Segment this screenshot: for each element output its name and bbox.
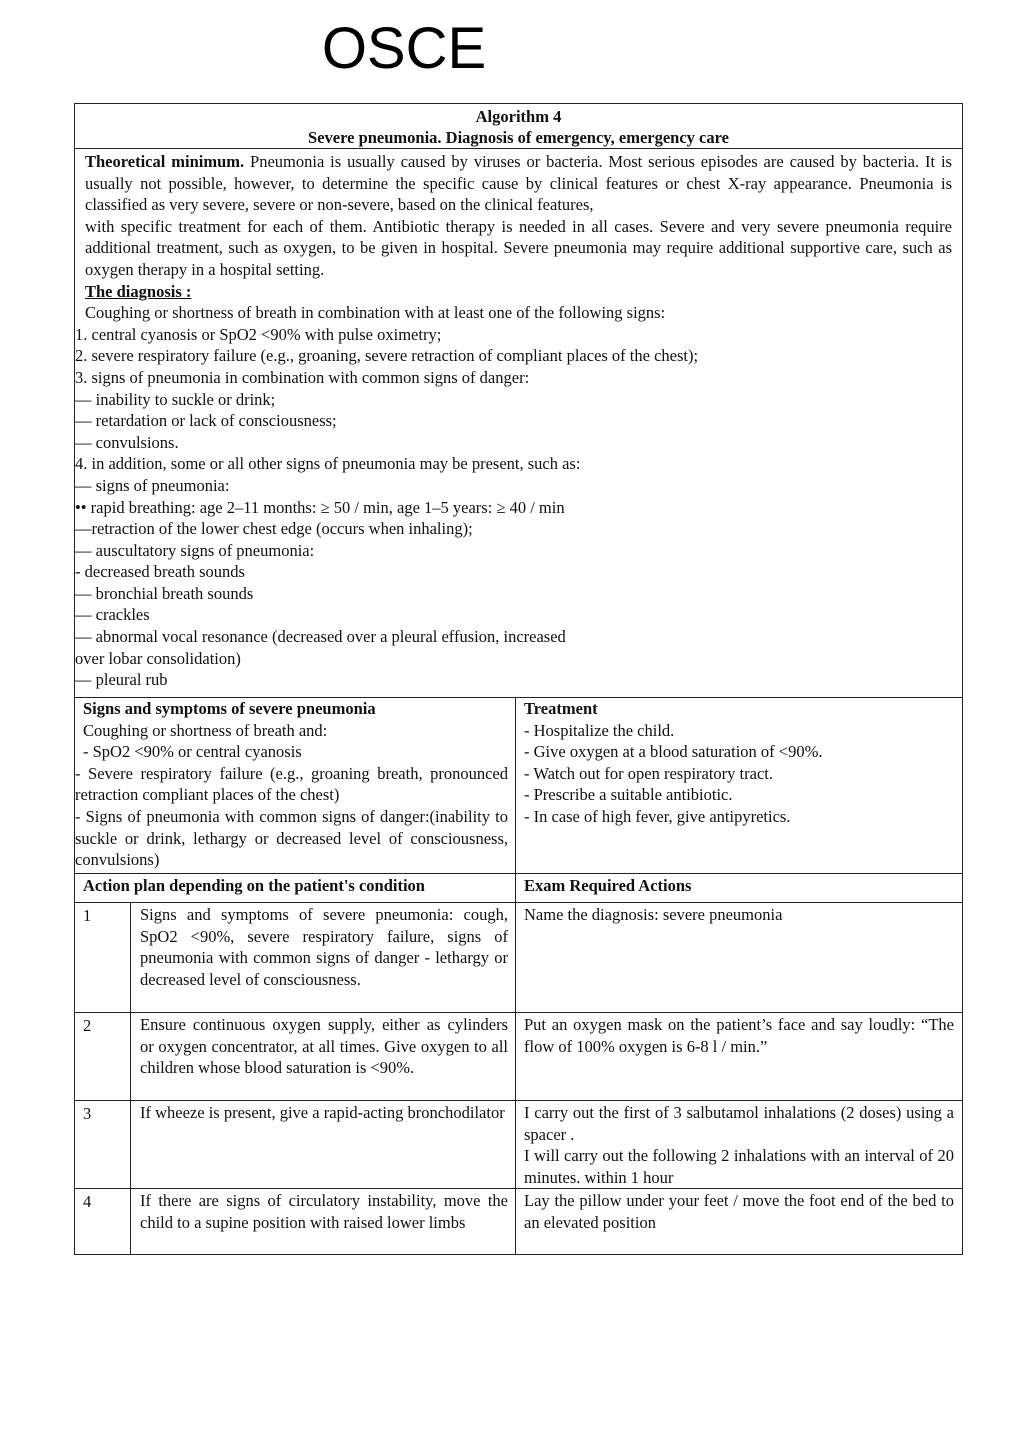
step-text: Ensure continuous oxygen supply, either as cylinders or oxygen concentrator, at all times. Give oxygen to all children whose blood saturation is <90%. xyxy=(131,1013,516,1101)
theory-paragraph xyxy=(75,151,952,216)
diagnosis-line: — abnormal vocal resonance (decreased over a pleural effusion, increased xyxy=(75,627,566,647)
signs-item: - Severe respiratory failure (e.g., groaning breath, pronounced retraction compliant places of the chest) xyxy=(75,763,508,805)
page-title: OSCE xyxy=(321,16,487,81)
step-number: 3 xyxy=(75,1101,131,1189)
table-row xyxy=(75,903,963,1013)
signs-heading: Signs and symptoms of severe pneumonia xyxy=(83,699,376,718)
action-cell xyxy=(516,1101,963,1189)
theory-text: Pneumonia is usually caused by viruses or bacteria. Most serious episodes are caused by bacteria. It is usually not possible, however, to determine the specific cause by clinical features or chest X-ray appearance. Pneumonia is classified as very severe, severe or non-severe, based on the clinical features, xyxy=(85,152,952,215)
treatment-item: - Hospitalize the child. xyxy=(524,720,675,740)
treatment-item: - In case of high fever, give antipyretics. xyxy=(524,806,791,826)
algorithm-caption xyxy=(75,104,963,149)
signs-item: - Signs of pneumonia with common signs of danger:(inability to suckle or drink, lethargy or decreased level of consciousness, convulsions) xyxy=(75,806,508,870)
diagnosis-line: — retardation or lack of consciousness; xyxy=(75,411,337,431)
diagnosis-line: 2. severe respiratory failure (e.g., groaning, severe retraction of compliant places of the chest); xyxy=(75,346,699,366)
diagnosis-line: 4. in addition, some or all other signs of pneumonia may be present, such as: xyxy=(75,454,581,474)
action-text-2: I will carry out the following 2 inhalations with an interval of 20 minutes. within 1 hour xyxy=(524,1146,954,1187)
theory-section xyxy=(75,149,963,698)
table-row xyxy=(75,1101,963,1189)
diagnosis-line: — auscultatory signs of pneumonia: xyxy=(75,540,315,560)
diagnosis-line: — signs of pneumonia: xyxy=(75,475,230,495)
step-text: If there are signs of circulatory instability, move the child to a supine position with raised lower limbs xyxy=(131,1189,516,1255)
diagnosis-line: — inability to suckle or drink; xyxy=(75,389,276,409)
action-text: I carry out the first of 3 salbutamol inhalations (2 doses) using a spacer . xyxy=(524,1103,954,1144)
signs-item: - SpO2 <90% or central cyanosis xyxy=(83,742,302,762)
signs-intro: Coughing or shortness of breath and: xyxy=(83,720,328,740)
diagnosis-line: - decreased breath sounds xyxy=(75,562,245,582)
action-text: Lay the pillow under your feet / move the foot end of the bed to an elevated position xyxy=(516,1189,963,1255)
action-text: Put an oxygen mask on the patient’s face and say loudly: “The flow of 100% oxygen is 6-8 l / min.” xyxy=(516,1013,963,1101)
step-text: If wheeze is present, give a rapid-acting bronchodilator xyxy=(131,1101,516,1189)
step-text: Signs and symptoms of severe pneumonia: cough, SpO2 <90%, severe respiratory failure, signs of pneumonia with common signs of danger - lethargy or decreased level of consciousness. xyxy=(131,903,516,1013)
diagnosis-line: — convulsions. xyxy=(75,432,179,452)
algorithm-table xyxy=(74,103,963,1255)
step-number: 1 xyxy=(75,903,131,1013)
treatment-item: - Watch out for open respiratory tract. xyxy=(524,763,773,783)
treatment-heading: Treatment xyxy=(524,699,598,718)
diagnosis-line: — crackles xyxy=(75,605,150,625)
step-number: 2 xyxy=(75,1013,131,1101)
plan-heading: Action plan depending on the patient's condition xyxy=(75,874,516,903)
diagnosis-line: 3. signs of pneumonia in combination with common signs of danger: xyxy=(75,367,530,387)
theory-paragraph-2: with specific treatment for each of them. Antibiotic therapy is needed in all cases. Severe and very severe pneumonia require additional treatment, such as oxygen, to be given in hospital. Severe pneumonia may require additional supportive care, such as oxygen therapy in a hospital setting. xyxy=(85,216,952,279)
treatment-section xyxy=(516,698,963,874)
treatment-item: - Prescribe a suitable antibiotic. xyxy=(524,785,733,805)
step-number: 4 xyxy=(75,1189,131,1255)
diagnosis-line: — bronchial breath sounds xyxy=(75,583,254,603)
algorithm-label: Algorithm 4 xyxy=(475,107,562,126)
algorithm-title: Severe pneumonia. Diagnosis of emergency, emergency care xyxy=(308,128,729,147)
action-text: Name the diagnosis: severe pneumonia xyxy=(516,903,963,1013)
diagnosis-line: •• rapid breathing: age 2–11 months: ≥ 50 / min, age 1–5 years: ≥ 40 / min xyxy=(75,497,565,517)
actions-heading: Exam Required Actions xyxy=(516,874,963,903)
theory-lead: Theoretical minimum. xyxy=(85,152,245,171)
diagnosis-heading: The diagnosis : xyxy=(85,281,192,301)
treatment-item: - Give oxygen at a blood saturation of <90%. xyxy=(524,742,823,762)
diagnosis-line: over lobar consolidation) xyxy=(75,648,241,668)
table-row xyxy=(75,1189,963,1255)
diagnosis-intro: Coughing or shortness of breath in combination with at least one of the following signs: xyxy=(85,303,666,323)
table-row xyxy=(75,1013,963,1101)
diagnosis-line: —retraction of the lower chest edge (occurs when inhaling); xyxy=(75,519,473,539)
diagnosis-line: — pleural rub xyxy=(75,670,168,690)
diagnosis-line: 1. central cyanosis or SpO2 <90% with pulse oximetry; xyxy=(75,324,442,344)
signs-section xyxy=(75,698,516,874)
